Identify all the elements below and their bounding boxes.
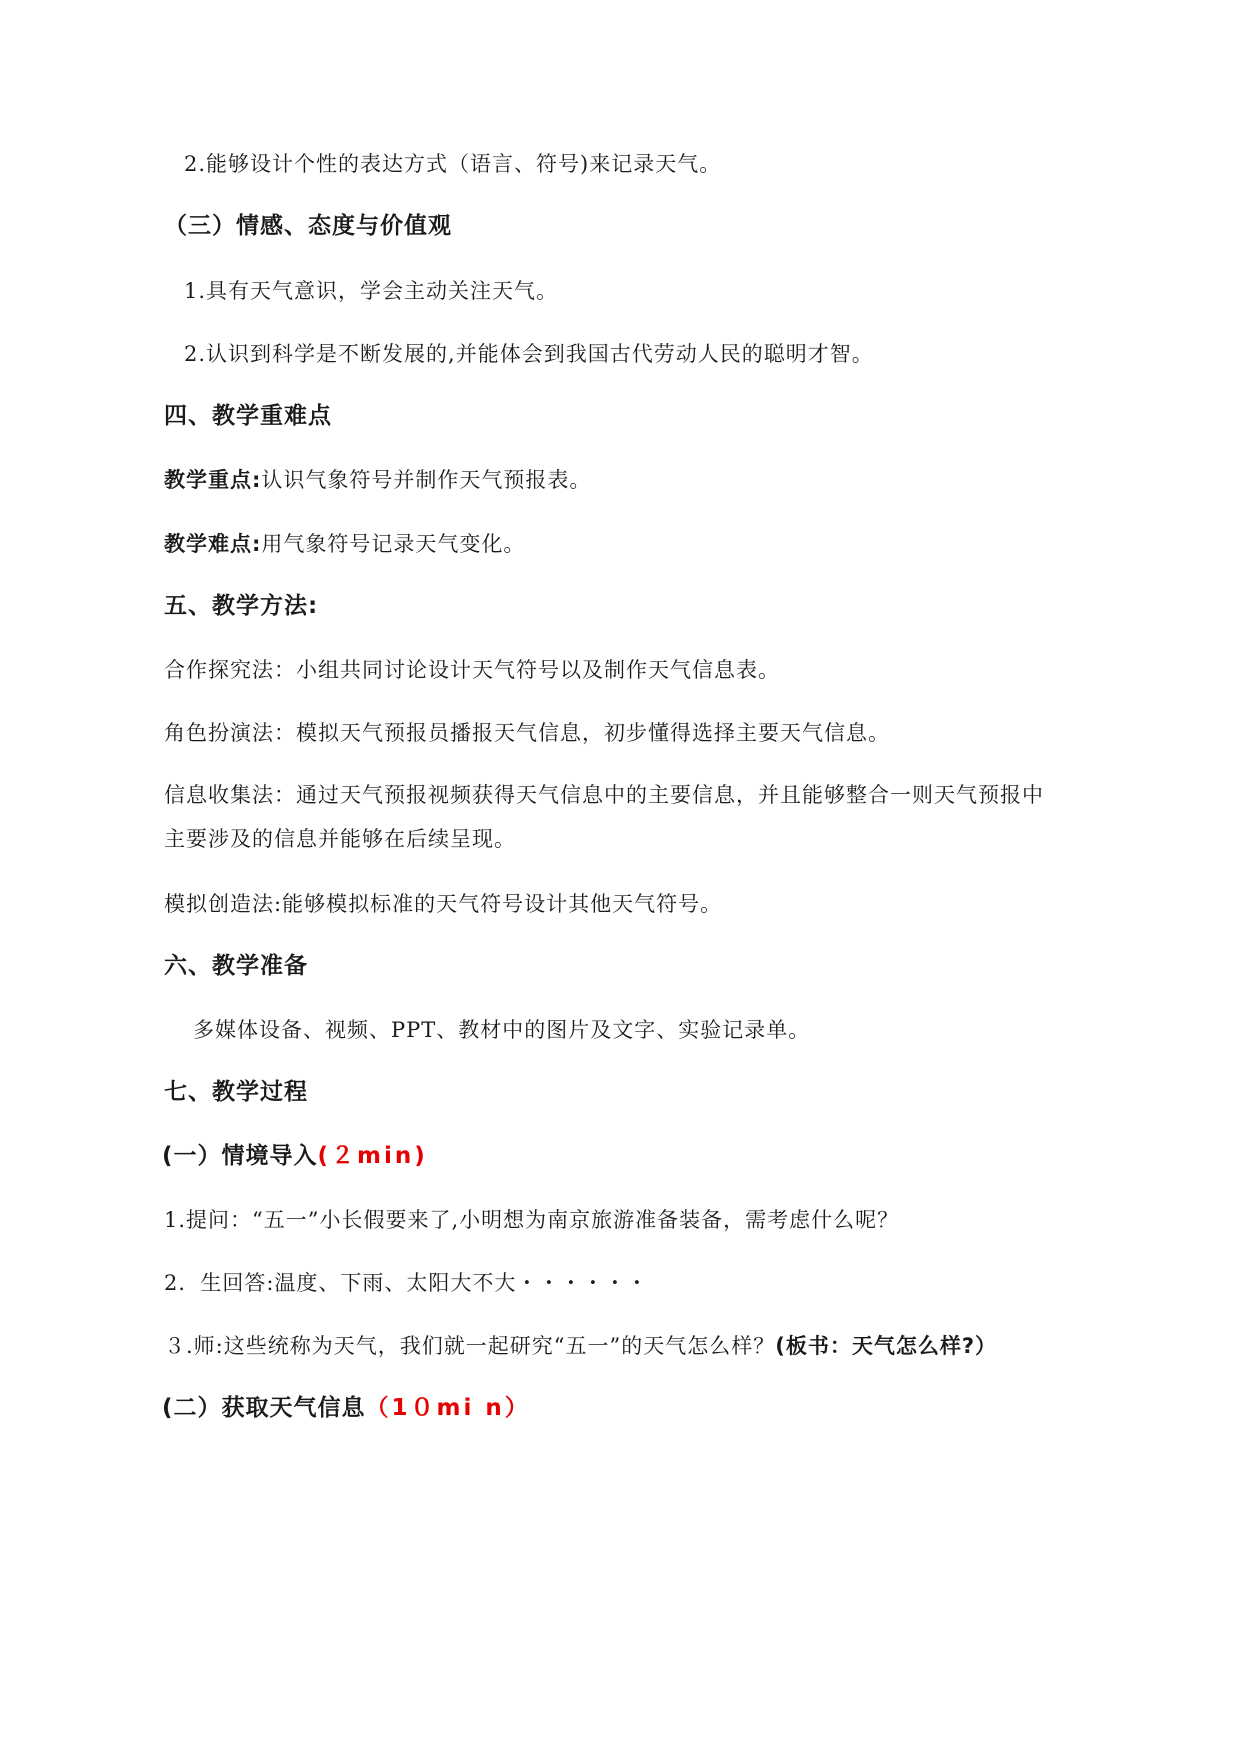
heading-get-weather-info [162,1393,531,1423]
paragraph-process-answer: 2．生回答:温度、下雨、太阳大不大・・・・・・ [164,1271,649,1295]
heading-preparation: 六、教学准备 [164,953,308,979]
heading-methods: 五、教学方法: [164,593,319,619]
scenario-intro-title: (一）情境导入 [162,1143,318,1169]
difficult-point-text: 用气象符号记录天气变化。 [261,532,526,556]
teacher-text: ３.师:这些统称为天气，我们就一起研究“五一”的天气怎么样？ [164,1334,776,1358]
paragraph-preparation: 多媒体设备、视频、PPT、教材中的图片及文字、实验记录单。 [193,1018,811,1042]
paragraph-method-info-line1: 信息收集法：通过天气预报视频获得天气信息中的主要信息，并且能够整合一则天气预报中 [164,783,1044,807]
heading-scenario-intro [162,1141,428,1171]
heading-process: 七、教学过程 [164,1079,308,1105]
get-weather-info-title: (二）获取天气信息 [162,1395,366,1421]
paragraph-method-info-line2: 主要涉及的信息并能够在后续呈现。 [164,827,516,851]
paragraph-emotion-2: 2.认识到科学是不断发展的,并能体会到我国古代劳动人民的聪明才智。 [184,342,874,366]
get-weather-info-time: （1０mi n） [365,1395,531,1421]
difficult-point-label: 教学难点: [164,532,262,556]
key-point-text: 认识气象符号并制作天气预报表。 [261,468,592,492]
blackboard-note: (板书：天气怎么样?） [775,1334,998,1358]
paragraph-method-create: 模拟创造法:能够模拟标准的天气符号设计其他天气符号。 [164,892,723,916]
paragraph-process-question: 1.提问：“五一”小长假要来了,小明想为南京旅游准备装备，需考虑什么呢？ [164,1208,900,1232]
heading-emotion-attitude: （三）情感、态度与价值观 [164,213,452,239]
paragraph-process-teacher [164,1331,997,1361]
key-point-label: 教学重点: [164,468,262,492]
paragraph-method-cooperative: 合作探究法：小组共同讨论设计天气符号以及制作天气信息表。 [164,658,780,682]
heading-key-difficult: 四、教学重难点 [164,403,332,429]
paragraph-emotion-1: 1.具有天气意识，学会主动关注天气。 [184,279,559,303]
paragraph-skill-2: 2.能够设计个性的表达方式（语言、符号)来记录天气。 [184,152,722,176]
paragraph-key-point [164,465,591,495]
paragraph-method-roleplay: 角色扮演法：模拟天气预报员播报天气信息，初步懂得选择主要天气信息。 [164,721,890,745]
scenario-intro-time: (２min) [317,1143,428,1169]
paragraph-difficult-point [164,529,525,559]
